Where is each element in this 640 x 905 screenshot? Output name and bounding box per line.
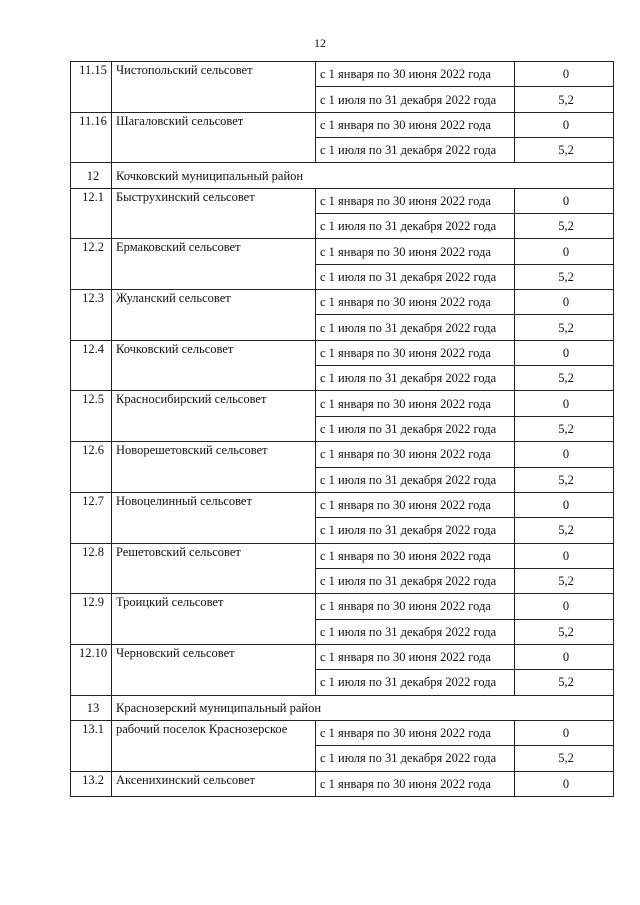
council-name: Шагаловский сельсовет <box>112 112 316 163</box>
period-second-half: с 1 июля по 31 декабря 2022 года <box>316 670 515 695</box>
tariff-table-body <box>71 62 614 797</box>
row-number: 11.15 <box>71 62 112 113</box>
period-second-half: с 1 июля по 31 декабря 2022 года <box>316 619 515 644</box>
council-name: Красносибирский сельсовет <box>112 391 316 442</box>
value-second-half: 5,2 <box>515 138 614 163</box>
council-name: Кочковский сельсовет <box>112 340 316 391</box>
district-row <box>71 695 614 720</box>
period-second-half: с 1 июля по 31 декабря 2022 года <box>316 467 515 492</box>
value-second-half: 5,2 <box>515 619 614 644</box>
value-first-half: 0 <box>515 543 614 568</box>
council-name: Новоцелинный сельсовет <box>112 492 316 543</box>
value-second-half: 5,2 <box>515 670 614 695</box>
row-number: 12.1 <box>71 188 112 239</box>
row-number: 12 <box>71 163 112 188</box>
district-name: Краснозерский муниципальный район <box>112 695 614 720</box>
value-second-half: 5,2 <box>515 568 614 593</box>
council-name: Ермаковский сельсовет <box>112 239 316 290</box>
district-row <box>71 163 614 188</box>
row-number: 12.10 <box>71 644 112 695</box>
row-number: 12.2 <box>71 239 112 290</box>
row-number: 12.7 <box>71 492 112 543</box>
period-first-half: с 1 января по 30 июня 2022 года <box>316 594 515 619</box>
value-second-half: 5,2 <box>515 214 614 239</box>
period-second-half: с 1 июля по 31 декабря 2022 года <box>316 138 515 163</box>
table-row <box>71 771 614 796</box>
period-second-half: с 1 июля по 31 декабря 2022 года <box>316 366 515 391</box>
table-row <box>71 442 614 467</box>
period-first-half: с 1 января по 30 июня 2022 года <box>316 543 515 568</box>
council-name: Новорешетовский сельсовет <box>112 442 316 493</box>
value-first-half: 0 <box>515 112 614 137</box>
row-number: 12.3 <box>71 290 112 341</box>
row-number: 12.9 <box>71 594 112 645</box>
value-first-half: 0 <box>515 442 614 467</box>
value-first-half: 0 <box>515 492 614 517</box>
row-number: 13 <box>71 695 112 720</box>
period-first-half: с 1 января по 30 июня 2022 года <box>316 290 515 315</box>
row-number: 12.5 <box>71 391 112 442</box>
period-first-half: с 1 января по 30 июня 2022 года <box>316 239 515 264</box>
value-first-half: 0 <box>515 720 614 745</box>
council-name: Решетовский сельсовет <box>112 543 316 594</box>
table-row <box>71 62 614 87</box>
tariff-table <box>70 61 614 797</box>
table-row <box>71 112 614 137</box>
period-first-half: с 1 января по 30 июня 2022 года <box>316 771 515 796</box>
row-number: 12.8 <box>71 543 112 594</box>
table-row <box>71 239 614 264</box>
value-second-half: 5,2 <box>515 264 614 289</box>
table-row <box>71 492 614 517</box>
period-first-half: с 1 января по 30 июня 2022 года <box>316 644 515 669</box>
table-row <box>71 720 614 745</box>
period-first-half: с 1 января по 30 июня 2022 года <box>316 442 515 467</box>
value-second-half: 5,2 <box>515 746 614 771</box>
period-first-half: с 1 января по 30 июня 2022 года <box>316 720 515 745</box>
value-second-half: 5,2 <box>515 416 614 441</box>
table-row <box>71 594 614 619</box>
value-first-half: 0 <box>515 340 614 365</box>
value-first-half: 0 <box>515 391 614 416</box>
council-name: Черновский сельсовет <box>112 644 316 695</box>
period-first-half: с 1 января по 30 июня 2022 года <box>316 62 515 87</box>
period-first-half: с 1 января по 30 июня 2022 года <box>316 112 515 137</box>
row-number: 13.2 <box>71 771 112 796</box>
council-name: Аксенихинский сельсовет <box>112 771 316 796</box>
council-name: Чистопольский сельсовет <box>112 62 316 113</box>
value-first-half: 0 <box>515 62 614 87</box>
row-number: 11.16 <box>71 112 112 163</box>
table-row <box>71 391 614 416</box>
value-second-half: 5,2 <box>515 315 614 340</box>
council-name: Жуланский сельсовет <box>112 290 316 341</box>
council-name: рабочий поселок Краснозерское <box>112 720 316 771</box>
table-row <box>71 543 614 568</box>
value-first-half: 0 <box>515 771 614 796</box>
page-number: 12 <box>314 36 326 50</box>
period-second-half: с 1 июля по 31 декабря 2022 года <box>316 518 515 543</box>
table-row <box>71 644 614 669</box>
value-second-half: 5,2 <box>515 87 614 112</box>
value-first-half: 0 <box>515 644 614 669</box>
period-first-half: с 1 января по 30 июня 2022 года <box>316 391 515 416</box>
value-first-half: 0 <box>515 594 614 619</box>
table-row <box>71 340 614 365</box>
period-first-half: с 1 января по 30 июня 2022 года <box>316 340 515 365</box>
value-second-half: 5,2 <box>515 518 614 543</box>
period-first-half: с 1 января по 30 июня 2022 года <box>316 492 515 517</box>
period-first-half: с 1 января по 30 июня 2022 года <box>316 188 515 213</box>
value-first-half: 0 <box>515 239 614 264</box>
council-name: Троицкий сельсовет <box>112 594 316 645</box>
value-second-half: 5,2 <box>515 366 614 391</box>
district-name: Кочковский муниципальный район <box>112 163 614 188</box>
period-second-half: с 1 июля по 31 декабря 2022 года <box>316 87 515 112</box>
row-number: 12.6 <box>71 442 112 493</box>
value-second-half: 5,2 <box>515 467 614 492</box>
table-row <box>71 188 614 213</box>
value-first-half: 0 <box>515 290 614 315</box>
row-number: 13.1 <box>71 720 112 771</box>
period-second-half: с 1 июля по 31 декабря 2022 года <box>316 746 515 771</box>
period-second-half: с 1 июля по 31 декабря 2022 года <box>316 315 515 340</box>
table-row <box>71 290 614 315</box>
period-second-half: с 1 июля по 31 декабря 2022 года <box>316 264 515 289</box>
council-name: Быструхинский сельсовет <box>112 188 316 239</box>
value-first-half: 0 <box>515 188 614 213</box>
period-second-half: с 1 июля по 31 декабря 2022 года <box>316 568 515 593</box>
period-second-half: с 1 июля по 31 декабря 2022 года <box>316 214 515 239</box>
row-number: 12.4 <box>71 340 112 391</box>
period-second-half: с 1 июля по 31 декабря 2022 года <box>316 416 515 441</box>
